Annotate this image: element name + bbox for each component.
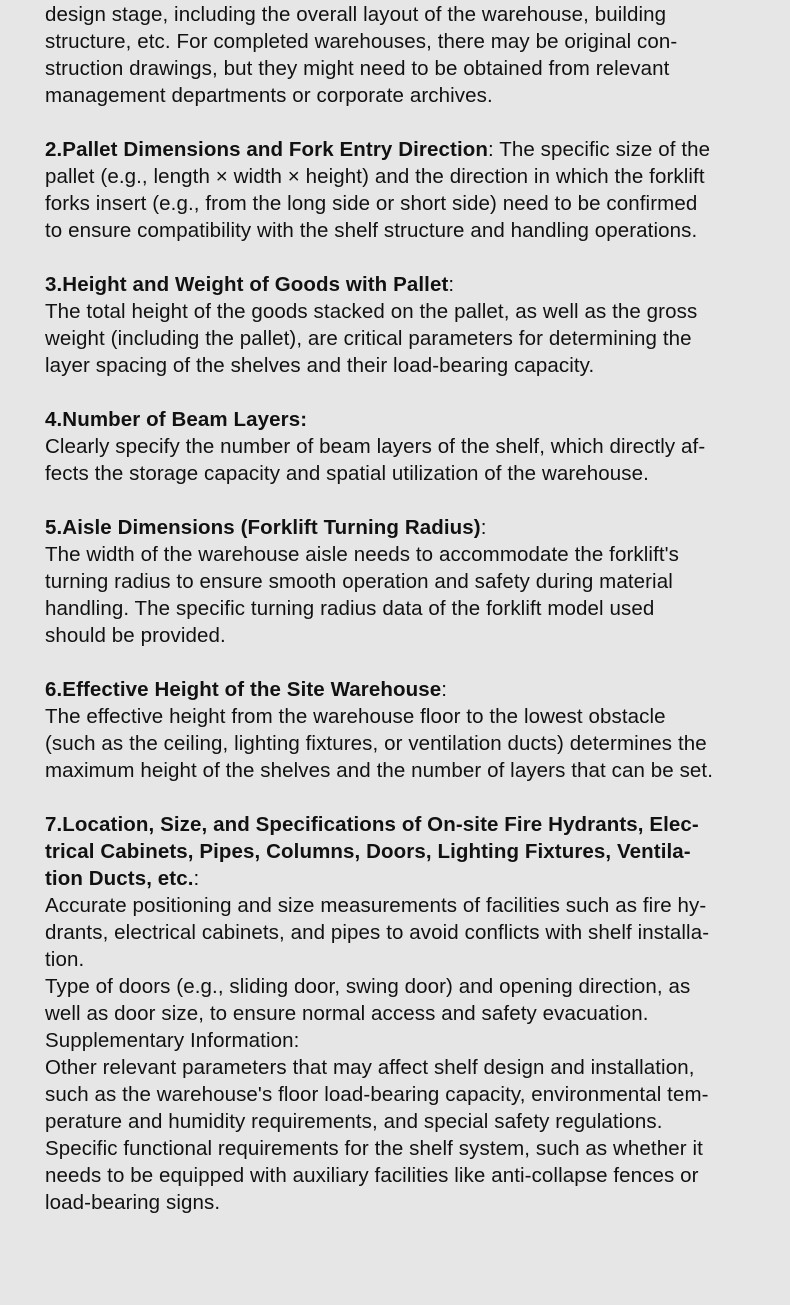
text-line: should be provided. [45, 624, 226, 647]
text-line: such as the warehouse's floor load-bearing capacity, environmental tem- [45, 1083, 709, 1106]
text-line: structure, etc. For completed warehouses, there may be original con- [45, 30, 678, 53]
text-line: The effective height from the warehouse floor to the lowest obstacle [45, 705, 666, 728]
text-line: forks insert (e.g., from the long side or short side) need to be confirmed [45, 192, 698, 215]
text-line: Clearly specify the number of beam layers of the shelf, which directly af- [45, 435, 706, 458]
text-line: management departments or corporate archives. [45, 84, 493, 107]
text-line: Type of doors (e.g., sliding door, swing door) and opening direction, as [45, 975, 691, 998]
section-heading-suffix: : [448, 273, 455, 296]
text-line: (such as the ceiling, lighting fixtures, or ventilation ducts) determines the [45, 732, 707, 755]
text-line: The width of the warehouse aisle needs to accommodate the forklift's [45, 543, 680, 566]
section-effective-height [45, 676, 760, 784]
text-line: The total height of the goods stacked on the pallet, as well as the gross [45, 300, 698, 323]
text-line: perature and humidity requirements, and special safety regulations. [45, 1110, 663, 1133]
section-heading: 7.Location, Size, and Specifications of On-site Fire Hydrants, Elec- [45, 813, 699, 836]
text-line: tion. [45, 948, 85, 971]
section-heading-line [45, 514, 760, 541]
paragraph-gap [45, 649, 760, 676]
text-line: load-bearing signs. [45, 1191, 221, 1214]
text-line: needs to be equipped with auxiliary facilities like anti-collapse fences or [45, 1164, 699, 1187]
section-heading-suffix: : [193, 867, 200, 890]
section-heading: 6.Effective Height of the Site Warehouse [45, 678, 442, 701]
section-heading: trical Cabinets, Pipes, Columns, Doors, Lighting Fixtures, Ventila- [45, 840, 691, 863]
section-aisle-dimensions [45, 514, 760, 649]
text-line: maximum height of the shelves and the number of layers that can be set. [45, 759, 714, 782]
section-pallet-dimensions [45, 136, 760, 244]
section-heading: 4.Number of Beam Layers: [45, 408, 308, 431]
text-line: fects the storage capacity and spatial utilization of the warehouse. [45, 462, 649, 485]
text-line: struction drawings, but they might need to be obtained from relevant [45, 57, 670, 80]
text-line: to ensure compatibility with the shelf structure and handling operations. [45, 219, 698, 242]
text-line: Other relevant parameters that may affect shelf design and installation, [45, 1056, 695, 1079]
paragraph-gap [45, 784, 760, 811]
section-heading-suffix: : [480, 516, 487, 539]
section-heading: 5.Aisle Dimensions (Forklift Turning Radius) [45, 516, 481, 539]
paragraph-gap [45, 244, 760, 271]
text-line: layer spacing of the shelves and their load-bearing capacity. [45, 354, 595, 377]
section-heading: tion Ducts, etc. [45, 867, 194, 890]
section-heading-suffix: : [441, 678, 448, 701]
text-line: handling. The specific turning radius data of the forklift model used [45, 597, 655, 620]
text-line: well as door size, to ensure normal access and safety evacuation. [45, 1002, 649, 1025]
paragraph-gap [45, 379, 760, 406]
text-line: weight (including the pallet), are critical parameters for determining the [45, 327, 692, 350]
section-heading-line [45, 406, 760, 433]
section-beam-layers [45, 406, 760, 487]
section-heading: 2.Pallet Dimensions and Fork Entry Direction [45, 138, 488, 161]
section-goods-height-weight [45, 271, 760, 379]
section-site-facilities [45, 811, 760, 1216]
document-page [0, 1, 790, 1305]
section-heading: 3.Height and Weight of Goods with Pallet [45, 273, 449, 296]
text-line: Accurate positioning and size measurements of facilities such as fire hy- [45, 894, 707, 917]
text-line: Specific functional requirements for the shelf system, such as whether it [45, 1137, 703, 1160]
section-heading-line [45, 676, 760, 703]
text-line: Supplementary Information: [45, 1029, 300, 1052]
paragraph-gap [45, 487, 760, 514]
intro-paragraph [45, 1, 760, 109]
section-heading-suffix: : The specific size of the [487, 138, 711, 161]
text-line: pallet (e.g., length × width × height) and the direction in which the forklift [45, 165, 705, 188]
section-heading-line [45, 865, 760, 892]
text-line: drants, electrical cabinets, and pipes to avoid conflicts with shelf installa- [45, 921, 710, 944]
section-heading-line [45, 271, 760, 298]
text-line: turning radius to ensure smooth operation and safety during material [45, 570, 673, 593]
section-heading-line [45, 136, 760, 163]
paragraph-gap [45, 109, 760, 136]
text-line: design stage, including the overall layout of the warehouse, building [45, 3, 667, 26]
